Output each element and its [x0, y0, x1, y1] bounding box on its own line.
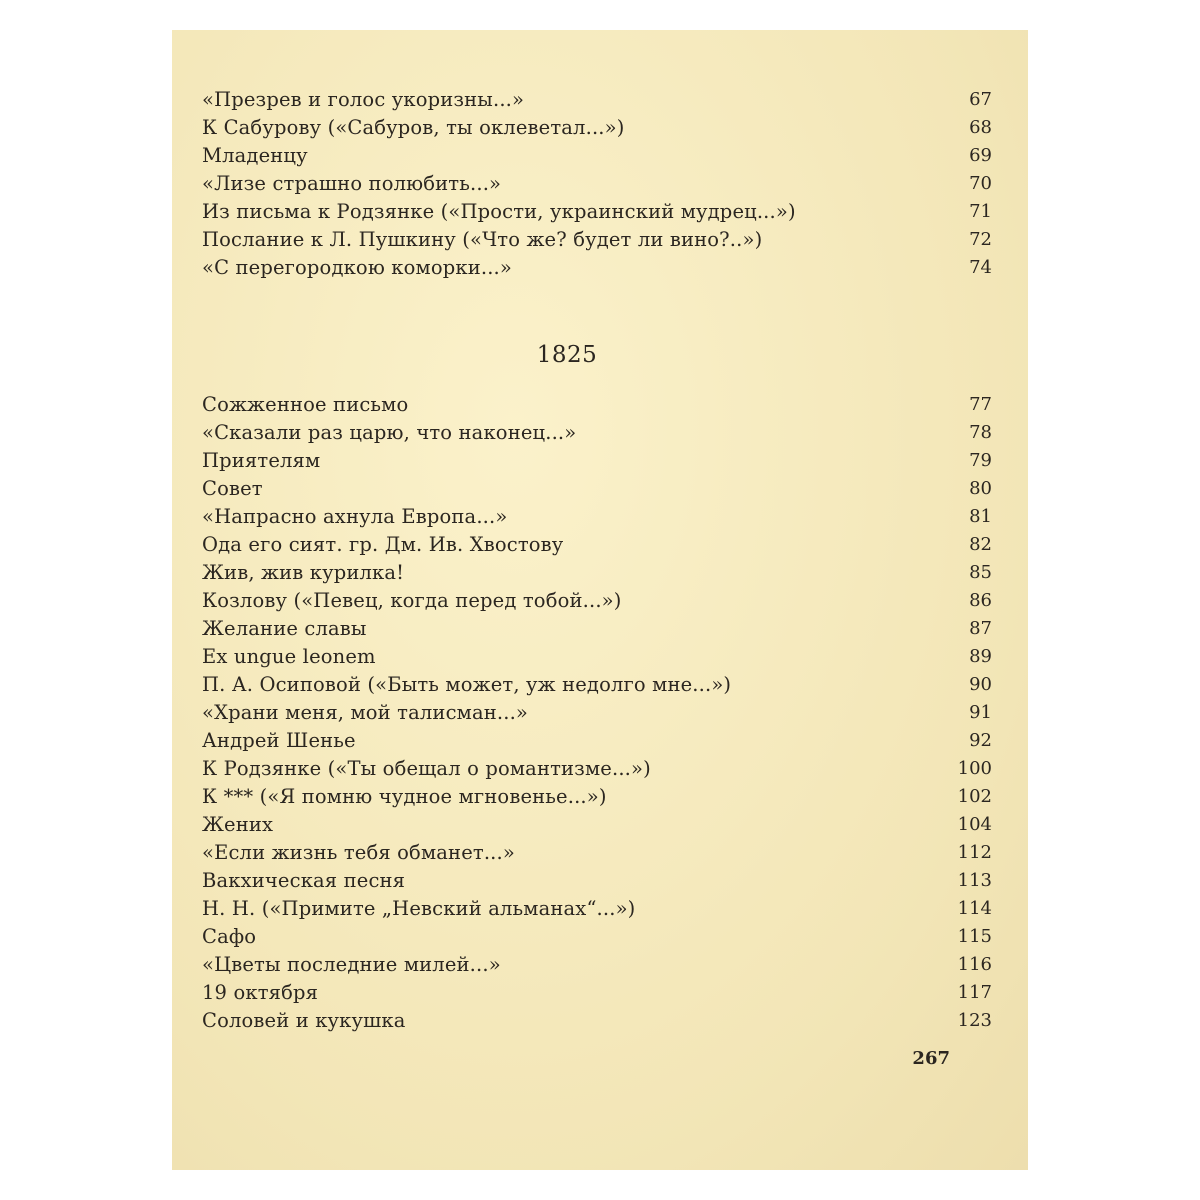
dot-leader: [326, 448, 944, 474]
toc-entry-page: 82: [969, 534, 992, 555]
toc-entry-title: К Сабурову («Сабуров, ты оклеветал...»): [202, 116, 625, 139]
toc-entry: [202, 812, 950, 838]
dot-leader: [410, 560, 944, 586]
toc-entry-page: 104: [957, 814, 992, 835]
toc-entry-title: Сожженное письмо: [202, 393, 409, 416]
toc-entry: [202, 420, 950, 446]
toc-entry-page: 89: [969, 646, 992, 667]
toc-entry-title: Ex ungue leonem: [202, 645, 376, 668]
toc-entry-page: 91: [969, 702, 992, 723]
toc-entry: [202, 199, 950, 225]
dot-leader: [569, 532, 944, 558]
dot-leader: [324, 980, 944, 1006]
dot-leader: [414, 392, 944, 418]
toc-entry-page: 67: [969, 89, 992, 110]
dot-leader: [279, 812, 944, 838]
dot-leader: [657, 756, 944, 782]
toc-entry: [202, 980, 950, 1006]
dot-leader: [630, 115, 944, 141]
toc-entry: [202, 616, 950, 642]
book-page: [172, 30, 1028, 1170]
toc-entry-title: «С перегородкою коморки...»: [202, 256, 512, 279]
toc-entry-title: 19 октября: [202, 981, 319, 1004]
dot-leader: [802, 199, 944, 225]
toc-entry-page: 68: [969, 117, 992, 138]
toc-entry-page: 117: [957, 982, 992, 1003]
toc-entry-title: Жив, жив курилка!: [202, 561, 405, 584]
toc-entry-page: 85: [969, 562, 992, 583]
toc-entry-page: 100: [957, 758, 992, 779]
toc-entry-page: 80: [969, 478, 992, 499]
dot-leader: [507, 171, 944, 197]
toc-entry-page: 102: [957, 786, 992, 807]
dot-leader: [768, 227, 944, 253]
toc-entry-page: 86: [969, 590, 992, 611]
toc-entry-title: Ода его сият. гр. Дм. Ив. Хвостову: [202, 533, 564, 556]
dot-leader: [530, 87, 944, 113]
toc-entry: [202, 952, 950, 978]
toc-entry: [202, 868, 950, 894]
toc-entry-title: Совет: [202, 477, 263, 500]
toc-entry-title: Андрей Шенье: [202, 729, 356, 752]
toc-entry: [202, 700, 950, 726]
dot-leader: [737, 672, 944, 698]
toc-entry-page: 123: [957, 1010, 992, 1031]
toc-entry-page: 92: [969, 730, 992, 751]
dot-leader: [582, 420, 944, 446]
dot-leader: [269, 476, 944, 502]
toc-entry-page: 114: [957, 898, 992, 919]
toc-entry: [202, 756, 950, 782]
dot-leader: [262, 924, 944, 950]
toc-entry: [202, 87, 950, 113]
toc-entry: [202, 728, 950, 754]
toc-entry-title: «Если жизнь тебя обманет...»: [202, 841, 515, 864]
dot-leader: [373, 616, 944, 642]
toc-entry: [202, 392, 950, 418]
dot-leader: [411, 868, 944, 894]
section-heading-year: 1825: [536, 342, 598, 368]
toc-entry-title: Н. Н. («Примите „Невский альманах“...»): [202, 897, 636, 920]
dot-leader: [521, 840, 944, 866]
toc-entry: [202, 784, 950, 810]
dot-leader: [507, 952, 944, 978]
toc-entry-page: 79: [969, 450, 992, 471]
toc-entry-title: Сафо: [202, 925, 257, 948]
dot-leader: [534, 700, 944, 726]
toc-entry-page: 113: [957, 870, 992, 891]
toc-entry-page: 112: [957, 842, 992, 863]
dot-leader: [628, 588, 944, 614]
toc-entry: [202, 644, 950, 670]
dot-leader: [362, 728, 944, 754]
toc-entry: [202, 532, 950, 558]
toc-entry-title: Приятелям: [202, 449, 321, 472]
toc-entry-title: «Лизе страшно полюбить...»: [202, 172, 502, 195]
toc-entry-title: Желание славы: [202, 617, 367, 640]
toc-entry-page: 90: [969, 674, 992, 695]
toc-entry-title: Жених: [202, 813, 274, 836]
toc-entry-page: 70: [969, 173, 992, 194]
toc-entry-page: 72: [969, 229, 992, 250]
dot-leader: [518, 255, 944, 281]
dot-leader: [641, 896, 944, 922]
toc-entry: [202, 476, 950, 502]
toc-entry-title: «Храни меня, мой талисман...»: [202, 701, 529, 724]
toc-entry-title: «Напрасно ахнула Европа...»: [202, 505, 508, 528]
toc-entry-title: Вакхическая песня: [202, 869, 406, 892]
toc-entry-page: 78: [969, 422, 992, 443]
toc-entry: [202, 115, 950, 141]
toc-entry: [202, 504, 950, 530]
toc-entry: [202, 560, 950, 586]
toc-entry-title: «Сказали раз царю, что наконец...»: [202, 421, 577, 444]
toc-entry: [202, 840, 950, 866]
toc-entry-title: «Презрев и голос укоризны...»: [202, 88, 525, 111]
toc-entry-title: «Цветы последние милей...»: [202, 953, 501, 976]
toc-entry-page: 116: [957, 954, 992, 975]
toc-entry: [202, 924, 950, 950]
toc-entry-title: К *** («Я помню чудное мгновенье...»): [202, 785, 607, 808]
toc-entry: [202, 143, 950, 169]
toc-entry: [202, 255, 950, 281]
page-number: 267: [912, 1048, 950, 1069]
toc-entry-title: Козлову («Певец, когда перед тобой...»): [202, 589, 622, 612]
dot-leader: [613, 784, 944, 810]
dot-leader: [382, 644, 944, 670]
toc-entry: [202, 896, 950, 922]
toc-entry-page: 69: [969, 145, 992, 166]
toc-entry: [202, 171, 950, 197]
toc-entry-title: Из письма к Родзянке («Прости, украинский мудрец...»): [202, 200, 796, 223]
toc-entry-page: 115: [957, 926, 992, 947]
toc-entry-title: К Родзянке («Ты обещал о романтизме...»): [202, 757, 651, 780]
dot-leader: [314, 143, 944, 169]
toc-entry-page: 81: [969, 506, 992, 527]
toc-entry-title: П. А. Осиповой («Быть может, уж недолго мне...»): [202, 673, 732, 696]
dot-leader: [412, 1008, 944, 1034]
toc-entry-title: Соловей и кукушка: [202, 1009, 406, 1032]
toc-entry-title: Послание к Л. Пушкину («Что же? будет ли вино?..»): [202, 228, 763, 251]
toc-entry-page: 71: [969, 201, 992, 222]
toc-entry-page: 87: [969, 618, 992, 639]
toc-entry: [202, 448, 950, 474]
toc-entry-page: 77: [969, 394, 992, 415]
toc-entry: [202, 227, 950, 253]
toc-entry-title: Младенцу: [202, 144, 308, 167]
toc-entry: [202, 1008, 950, 1034]
dot-leader: [513, 504, 944, 530]
toc-entry: [202, 672, 950, 698]
toc-entry: [202, 588, 950, 614]
toc-entry-page: 74: [969, 257, 992, 278]
